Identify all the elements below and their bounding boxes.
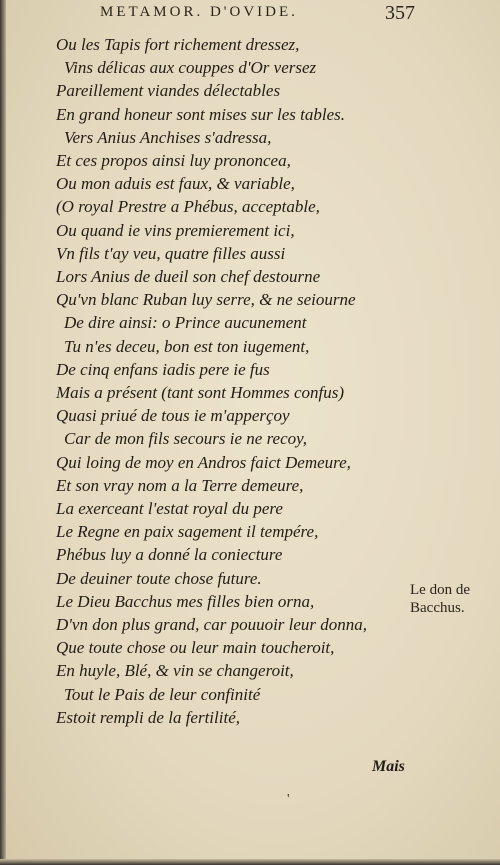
verse-line: Et ces propos ainsi luy prononcea, [56, 151, 291, 171]
catchword: Mais [372, 758, 405, 775]
verse-line: En huyle, Blé, & vin se changeroit, [56, 661, 294, 681]
verse-line: Le Dieu Bacchus mes filles bien orna, [56, 591, 315, 611]
verse-line: Pareillement viandes délectables [56, 81, 281, 101]
verse-line: (O royal Prestre a Phébus, acceptable, [56, 197, 320, 217]
margin-note [410, 581, 490, 617]
verse-line: Qu'vn blanc Ruban luy serre, & ne seiourne [56, 290, 356, 310]
verse-line: Ou mon aduis est faux, & variable, [56, 174, 295, 194]
running-head: METAMOR. D'OVIDE. [100, 4, 298, 20]
margin-note-line: Le don de [410, 582, 470, 598]
verse-line: De cinq enfans iadis pere ie fus [56, 359, 270, 379]
verse-line: Estoit rempli de la fertilité, [56, 707, 240, 727]
verse-line: La exerceant l'estat royal du pere [56, 499, 283, 519]
verse-line: D'vn don plus grand, car pouuoir leur donna, [56, 615, 368, 635]
verse-line: Que toute chose ou leur main toucheroit, [56, 638, 335, 658]
page-number: 357 [385, 2, 415, 24]
verse-line: En grand honeur sont mises sur les tables. [56, 104, 345, 124]
verse-line: Car de mon fils secours ie ne recoy, [64, 429, 307, 449]
page-left-edge [0, 0, 6, 865]
verse-line: Le Regne en paix sagement il tempére, [56, 522, 319, 542]
verse-line: Lors Anius de dueil son chef destourne [56, 267, 321, 287]
verse-line: Tu n'es deceu, bon est ton iugement, [64, 336, 310, 356]
verse-block [56, 33, 396, 729]
verse-line: Et son vray nom a la Terre demeure, [56, 475, 304, 495]
verse-line: Vins délicas aux couppes d'Or versez [64, 58, 317, 78]
verse-line: Mais a présent (tant sont Hommes confus) [56, 383, 345, 403]
verse-line: Ou quand ie vins premierement ici, [56, 220, 295, 240]
stray-mark: ' [287, 792, 290, 807]
page-bottom-edge [0, 859, 500, 865]
verse-line: De deuiner toute chose future. [56, 568, 262, 588]
verse-line: Vers Anius Anchises s'adressa, [64, 127, 272, 147]
verse-line: De dire ainsi: o Prince aucunement [64, 313, 307, 333]
verse-line: Tout le Pais de leur confinité [64, 684, 261, 704]
verse-line: Ou les Tapis fort richement dressez, [56, 35, 300, 54]
verse-line: Vn fils t'ay veu, quatre filles aussi [56, 243, 286, 263]
margin-note-line: Bacchus. [410, 600, 465, 616]
verse-line: Qui loing de moy en Andros faict Demeure, [56, 452, 351, 472]
verse-line: Phébus luy a donné la coniecture [56, 545, 283, 565]
verse-line: Quasi priué de tous ie m'apperçoy [56, 406, 290, 426]
